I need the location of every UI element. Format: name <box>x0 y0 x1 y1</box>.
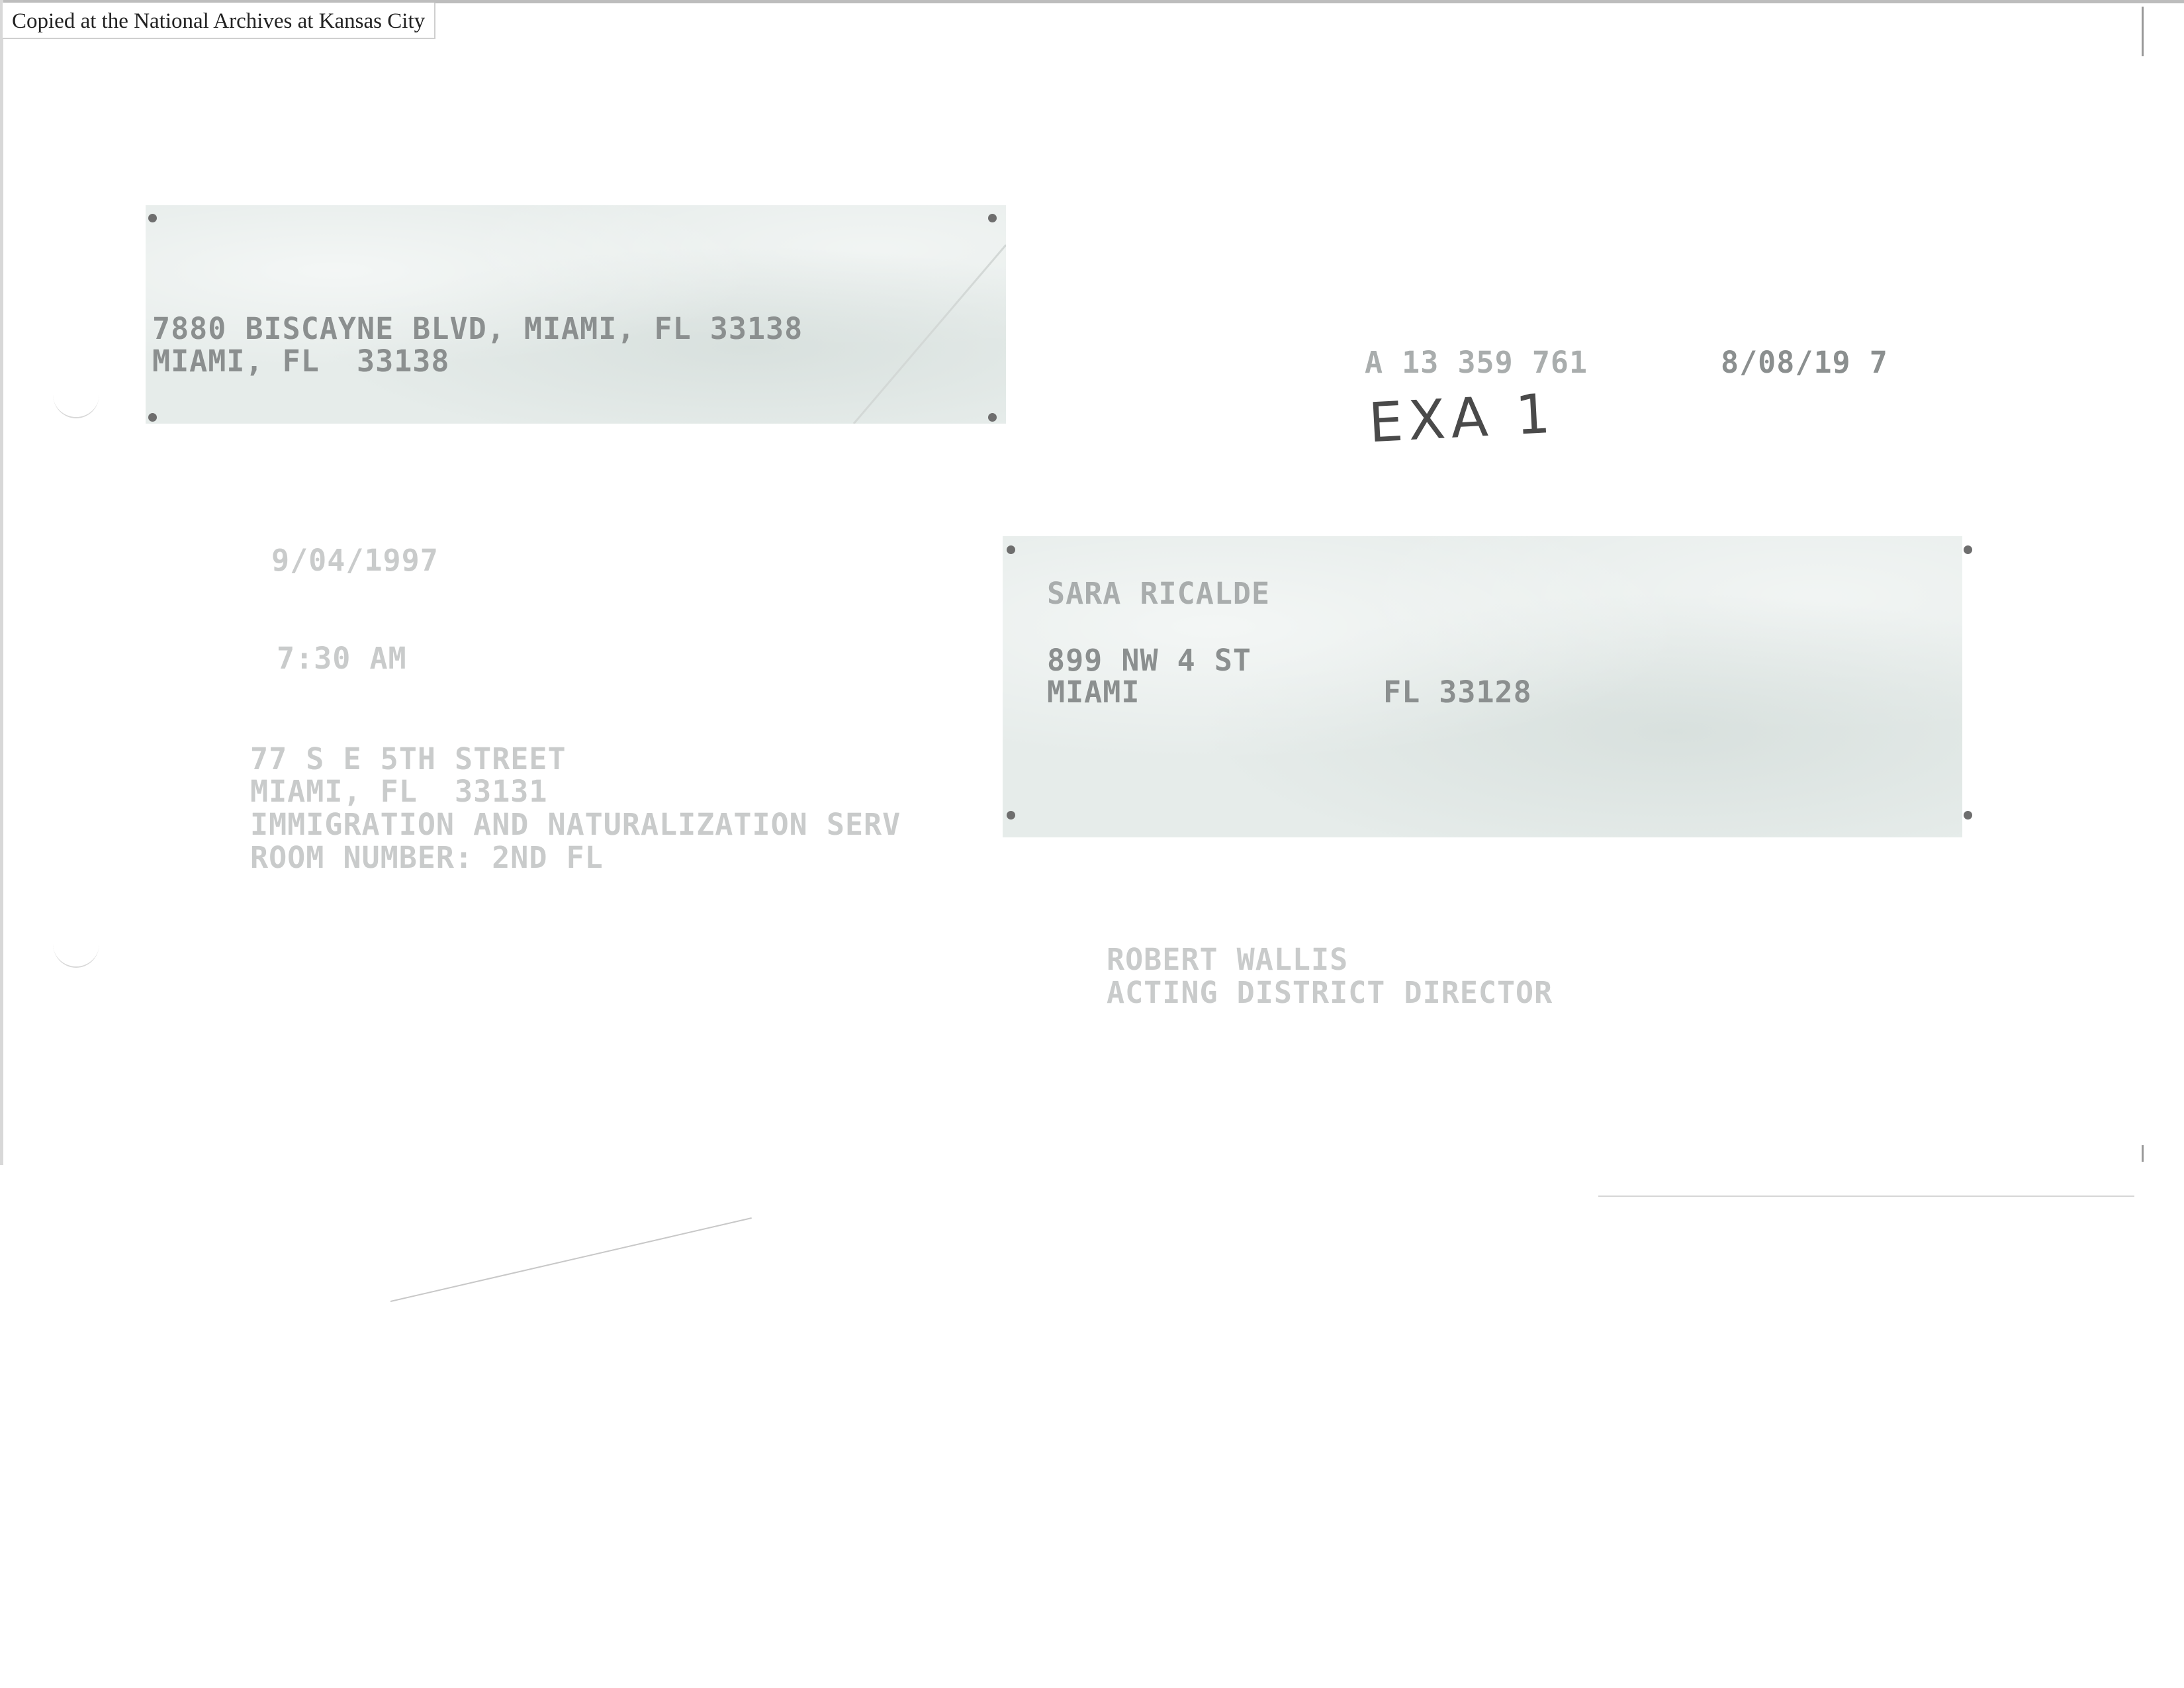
sender-address-line1: 7880 BISCAYNE BLVD, MIAMI, FL 33138 <box>152 311 803 346</box>
sender-address-line2: MIAMI, FL 33138 <box>152 344 450 379</box>
corner-dot <box>1964 811 1972 820</box>
punch-hole-mark <box>53 371 99 418</box>
corner-dot <box>1007 545 1015 554</box>
corner-dot <box>988 413 997 422</box>
office-address-line2: MIAMI, FL 33131 <box>250 774 548 809</box>
office-address-line1: 77 S E 5TH STREET <box>250 741 567 776</box>
right-edge-mark <box>2142 7 2144 56</box>
room-number: ROOM NUMBER: 2ND FL <box>250 840 604 875</box>
recipient-city: MIAMI <box>1047 675 1140 710</box>
appointment-time: 7:30 AM <box>277 641 407 676</box>
archive-stamp: Copied at the National Archives at Kansas City <box>3 3 435 39</box>
handwritten-exhibit-label: EXA 1 <box>1367 382 1557 455</box>
page-left-edge <box>0 0 3 1165</box>
corner-dot <box>148 214 157 222</box>
corner-dot <box>148 413 157 422</box>
corner-dot <box>988 214 997 222</box>
agency-name: IMMIGRATION AND NATURALIZATION SERV <box>250 807 901 842</box>
signature-streak <box>390 1217 752 1302</box>
recipient-street: 899 NW 4 ST <box>1047 643 1252 678</box>
recipient-state-zip: FL 33128 <box>1383 675 1532 710</box>
notice-date: 8/08/19 7 <box>1721 345 1888 380</box>
signatory-title: ACTING DISTRICT DIRECTOR <box>1107 975 1553 1010</box>
right-edge-mark <box>2142 1145 2144 1162</box>
alien-number: A 13 359 761 <box>1365 345 1588 380</box>
punch-hole-mark <box>53 920 99 968</box>
corner-dot <box>1007 811 1015 820</box>
recipient-name: SARA RICALDE <box>1047 576 1271 611</box>
appointment-date: 9/04/1997 <box>271 543 439 578</box>
signatory-name: ROBERT WALLIS <box>1107 942 1349 977</box>
corner-dot <box>1964 545 1972 554</box>
scan-line <box>1598 1196 2134 1197</box>
